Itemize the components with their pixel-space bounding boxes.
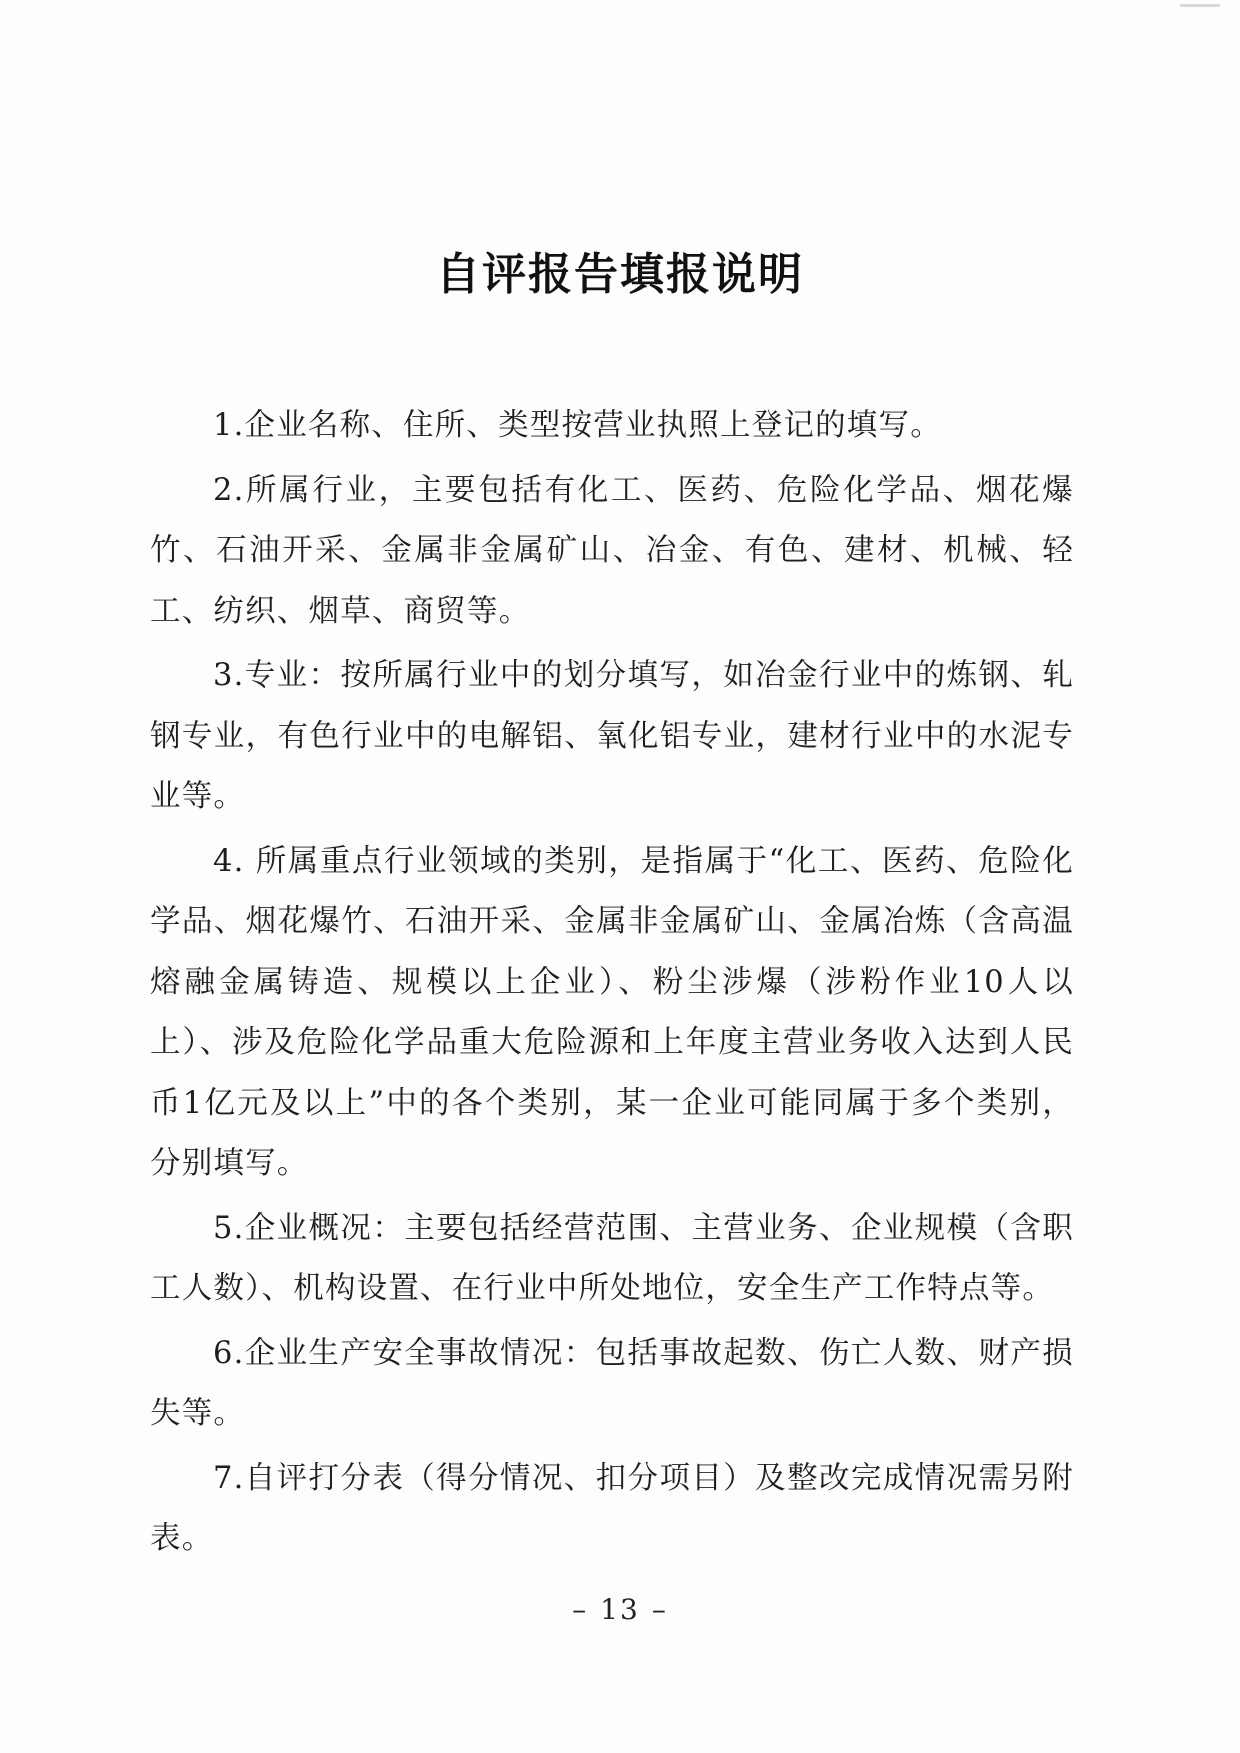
paragraph-2: 2.所属行业，主要包括有化工、医药、危险化学品、烟花爆竹、石油开采、金属非金属矿山、冶金、有色、建材、机械、轻工、纺织、烟草、商贸等。 xyxy=(150,472,1074,629)
document-body xyxy=(150,396,1074,1574)
page-number-dash-left: – xyxy=(572,1593,589,1626)
paragraph-6: 6.企业生产安全事故情况：包括事故起数、伤亡人数、财产损失等。 xyxy=(150,1335,1074,1431)
paragraph-3: 3.专业：按所属行业中的划分填写，如冶金行业中的炼钢、轧钢专业，有色行业中的电解铝、氧化铝专业，建材行业中的水泥专业等。 xyxy=(150,658,1074,814)
page-number-footer xyxy=(0,1593,1240,1626)
paragraph-5: 5.企业概况：主要包括经营范围、主营业务、企业规模（含职工人数）、机构设置、在行业中所处地位，安全生产工作特点等。 xyxy=(150,1210,1074,1306)
page-number-dash-right: – xyxy=(651,1593,668,1626)
paragraph-7: 7.自评打分表（得分情况、扣分项目）及整改完成情况需另附表。 xyxy=(150,1460,1074,1556)
document-title: 自评报告填报说明 xyxy=(436,249,804,300)
paragraph-1: 1.企业名称、住所、类型按营业执照上登记的填写。 xyxy=(213,408,942,443)
page-number: 13 xyxy=(600,1593,640,1626)
paragraph-4: 4. 所属重点行业领域的类别，是指属于“化工、医药、危险化学品、烟花爆竹、石油开采、金属非金属矿山、金属冶炼（含高温熔融金属铸造、规模以上企业）、粉尘涉爆（涉粉作业10人以上）、涉及危险化学品重大危险源和上年度主营业务收入达到人民币1亿元及以上”中的各个类别，某一企业可能同属于多个类别，分别填写。 xyxy=(150,843,1074,1181)
scan-artifact xyxy=(1180,4,1220,7)
